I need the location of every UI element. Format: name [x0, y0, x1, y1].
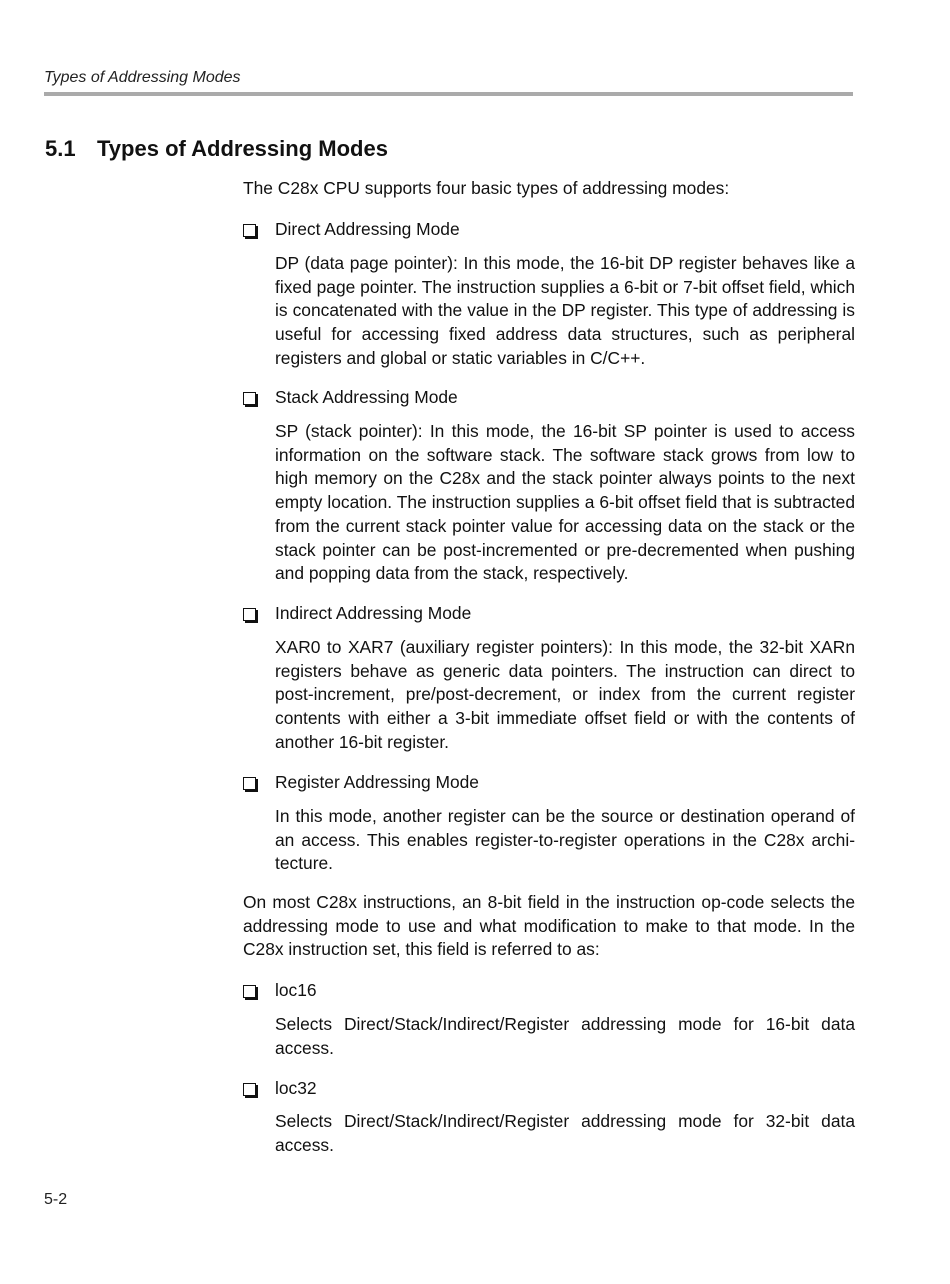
- mode-description-indirect: XAR0 to XAR7 (auxiliary register pointers): In this mode, the 32-bit XARn registers behave as generic data pointers. The instruction can direct to post-increment, pre/post-decrement, or index from the current register contents with either a 3-bit immediate offset field or with the contents of another 16-bit register.: [275, 637, 855, 752]
- checkbox-bullet-icon: [243, 224, 256, 237]
- mode-description-stack: SP (stack pointer): In this mode, the 16-bit SP pointer is used to access information on the software stack. The software stack grows from low to high memory on the C28x and the stack pointer always points to the next empty location. The instruction supplies a 6-bit offset field that is subtracted from the current stack pointer value for accessing data on the stack or the stack pointer can be post-incremented or pre-decremented when pushing and popping data from the stack, respectively.: [275, 421, 855, 584]
- mode-label-stack: Stack Addressing Mode: [275, 387, 458, 407]
- mode-label-indirect: Indirect Addressing Mode: [275, 603, 472, 623]
- mode-description-direct: DP (data page pointer): In this mode, the 16-bit DP register behaves like a fixed page pointer. The instruction supplies a 6-bit or 7-bit offset field, which is concatenated with the value in the DP register. This type of addressing is useful for accessing fixed address data structures, such as peripheral registers and global or static variables in C/C++.: [275, 253, 855, 368]
- checkbox-bullet-icon: [243, 1083, 256, 1096]
- checkbox-bullet-icon: [243, 608, 256, 621]
- op-code-paragraph: On most C28x instructions, an 8-bit field in the instruction op-code selects the addressing mode to use and what modification to make to that mode. In the C28x instruction set, this field is referred to as:: [243, 892, 855, 960]
- header-rule: [44, 92, 853, 96]
- checkbox-bullet-icon: [243, 985, 256, 998]
- mode-description-register: In this mode, another register can be the source or destination operand of an access. This enables register-to-register operations in the C28x architecture.: [275, 806, 855, 874]
- field-description-loc32: Selects Direct/Stack/Indirect/Register addressing mode for 32-bit data access.: [275, 1111, 855, 1155]
- section-title: Types of Addressing Modes: [97, 136, 388, 161]
- page-number: 5-2: [44, 1191, 68, 1208]
- section-heading: [45, 136, 388, 162]
- field-label-loc16: loc16: [275, 980, 317, 1000]
- mode-label-direct: Direct Addressing Mode: [275, 219, 460, 239]
- field-description-loc16: Selects Direct/Stack/Indirect/Register addressing mode for 16-bit data access.: [275, 1014, 855, 1058]
- checkbox-bullet-icon: [243, 392, 256, 405]
- section-number: 5.1: [45, 136, 76, 161]
- checkbox-bullet-icon: [243, 777, 256, 790]
- mode-label-register: Register Addressing Mode: [275, 772, 479, 792]
- field-label-loc32: loc32: [275, 1078, 317, 1098]
- intro-paragraph: The C28x CPU supports four basic types of addressing modes:: [243, 178, 730, 198]
- running-header: Types of Addressing Modes: [44, 69, 241, 86]
